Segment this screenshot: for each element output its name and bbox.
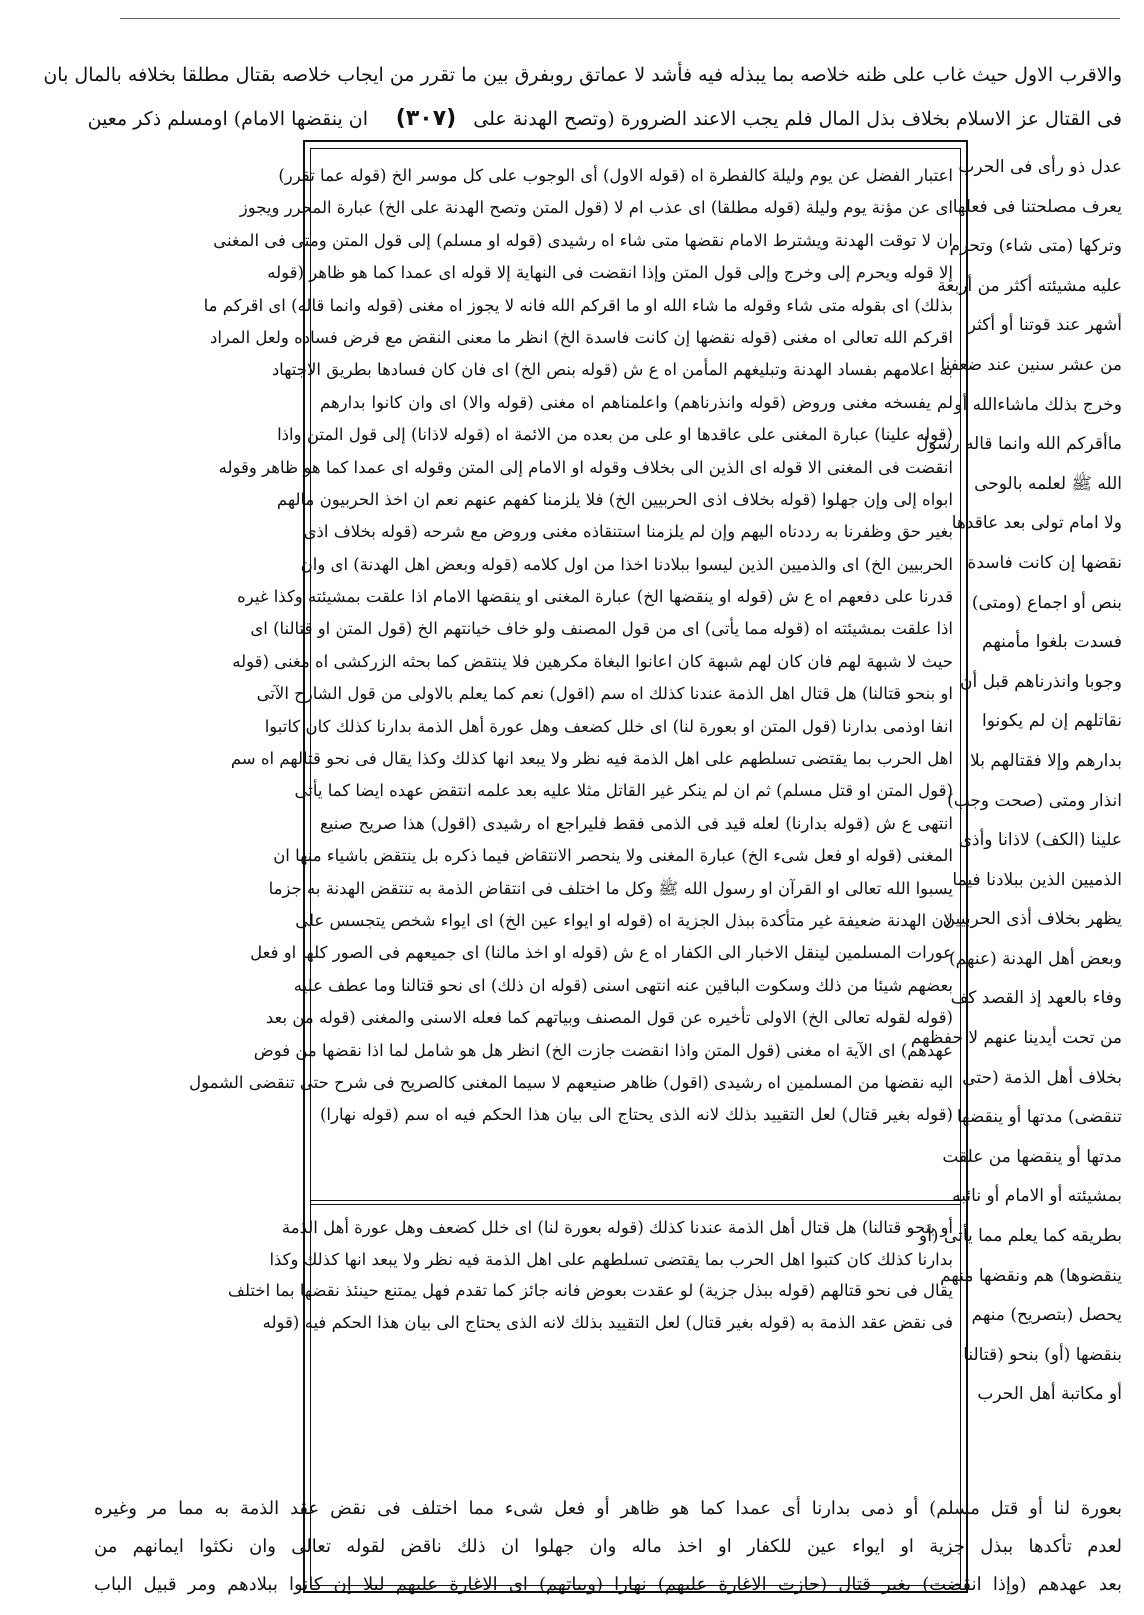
commentary-line: (قول المتن او قتل مسلم) ثم ان لم ينكر غير القاتل مثلا عليه بعد علمه انتقض عهده ايضا كما يأتى — [294, 781, 953, 801]
matn-line: الله ﷺ لعلمه بالوحى — [974, 473, 1122, 494]
secondary-commentary-line: بدارنا كذلك كان كتبوا اهل الحرب بما يقتضى تسلطهم على اهل الذمة فيه نظر ولا يبعد انها كذلك وكذا — [269, 1249, 953, 1269]
matn-line: انذار ومتى (صحت وجب) — [947, 790, 1122, 811]
commentary-secondary-text — [227, 1212, 953, 1338]
commentary-line: اعتبار الفضل عن يوم وليلة كالفطرة اه (قوله الاول) أى الوجوب على كل موسر الخ (قوله عما تقرر) — [278, 166, 953, 185]
matn-line: بمشيئته أو الامام أو نائبه — [952, 1186, 1122, 1207]
matn-line: وتركها (متى شاء) وتحرم — [949, 236, 1122, 257]
commentary-line: (قوله بغير قتال) لعل التقييد بذلك لانه الذى يحتاج الى بيان هذا الحكم فيه اه سم (قوله نهارا) — [320, 1105, 953, 1125]
commentary-line: عهدهم) اى الآية اه مغنى (قول المتن واذا انقضت جازت الخ) انظر هل هو شامل لما اذا نقضها من فوض — [253, 1040, 953, 1060]
header-row-right-text: فى القتال عز الاسلام بخلاف بذل المال فلم يجب الاعند الضرورة (وتصح الهدنة على — [473, 108, 1122, 130]
matn-line: فسدت بلغوا مأمنهم — [982, 632, 1122, 653]
box-divider-line — [310, 1200, 961, 1201]
matn-line: ماأقركم الله وانما قاله رسول — [915, 434, 1122, 455]
matn-line: يعرف مصلحتنا فى فعلها — [952, 196, 1122, 217]
commentary-line: المغنى (قوله او فعل شىء الخ) عبارة المغنى ولا ينحصر الانتقاض فيما ذكره بل ينتقض باشياء منها ان — [273, 846, 953, 866]
commentary-line: بغير حق وظفرنا به رددناه اليهم وإن لم يلزمنا استنقاذه مغنى وروض مع شرحه (قوله بخلاف اذى — [303, 522, 953, 542]
matn-line: من عشر سنين عند ضعفنا — [940, 354, 1122, 375]
commentary-line: الحربيين الخ) اى والذميين الذين ليسوا ببلادنا اخذا من اول كلامه (قوله وبعض اهل الهدنة) اى وان — [300, 554, 953, 574]
matn-line: ينقضوها) هم ونقضها منهم — [940, 1265, 1122, 1286]
matn-line: بنص أو اجماع (ومتى) — [971, 592, 1122, 613]
matn-line: وبعض أهل الهدنة (عنهم) — [949, 948, 1122, 969]
matn-line: نقاتلهم إن لم يكونوا — [982, 711, 1122, 732]
header-row — [87, 102, 1122, 136]
matn-line: بخلاف أهل الذمة (حتى — [962, 1067, 1122, 1088]
commentary-line: اليه نقضها من المسلمين اه رشيدى (اقول) ظاهر صنيعهم لا سيما المغنى كالصريح فى شرح حتى تنقضى الشمول — [189, 1072, 953, 1092]
commentary-line: عورات المسلمين لينقل الاخبار الى الكفار اه ع ش (قوله او اخذ مالنا) اى جميعهم فى الصور كلها او فعل — [250, 943, 953, 963]
commentary-line: حيث لا شبهة لهم فان كان لهم شبهة كان اعانوا البغاة مكرهين فلا ينتقض كما بحثه الزركشى اه مغنى (قوله — [232, 651, 953, 671]
top-rule — [120, 18, 1120, 19]
matn-line: يظهر بخلاف أذى الحربيين — [942, 909, 1122, 930]
commentary-line: لم يفسخه مغنى وروض (قوله وانذرناهم) واعلمناهم اه مغنى (قوله والا) اى وان كانوا بدارهم — [320, 392, 953, 412]
commentary-line: اذا علقت بمشيئته اه (قوله مما يأتى) اى من قول المصنف ولو خاف خيانتهم الخ (قول المتن او قتالنا) اى — [250, 619, 953, 639]
matn-line: أو مكاتبة أهل الحرب — [977, 1384, 1122, 1405]
matn-line: ولا امام تولى بعد عاقدها — [951, 513, 1122, 534]
matn-line: من تحت أيدينا عنهم لا حفظهم — [910, 1028, 1122, 1049]
commentary-line: إلا قوله ويحرم إلى وخرج وإلى قول المتن وإذا انقضت فى النهاية إلا قوله اى عمدا كما هو ظاهر (قوله — [267, 263, 953, 283]
box-divider-line-2 — [310, 1204, 961, 1205]
matn-line: بطريقه كما يعلم مما يأتى (أو — [919, 1226, 1122, 1247]
commentary-line: ان لا توقت الهدنة ويشترط الامام نقضها متى شاء اه رشيدى (قوله او مسلم) إلى قول المتن ومتى فى المغنى — [213, 230, 953, 250]
commentary-line: يسبوا الله تعالى او القرآن او رسول الله ﷺ وكل ما اختلف فى انتقاض الذمة به تنتقض الهدنة به جزما — [268, 878, 953, 898]
secondary-commentary-line: أو بنحو قتالنا) هل قتال أهل الذمة عندنا كذلك (قوله بعورة لنا) اى خلل كضعف وهل عورة أهل الذمة — [281, 1218, 953, 1237]
header-row-left-text: ان ينقضها الامام) اومسلم ذكر معين — [87, 108, 368, 130]
matn-line: وخرج بذلك ماشاءالله أو — [954, 394, 1122, 415]
commentary-line: (قوله علينا) عبارة المغنى على عاقدها او على من بعده من الائمة اه (قوله لاذانا) إلى قول المتن واذا — [277, 425, 953, 445]
page-number: (٣٠٧) — [395, 106, 457, 131]
commentary-line: بذلك) اى بقوله متى شاء وقوله ما شاء الله او ما اقركم الله فانه لا يجوز اه مغنى (قوله وانما قاله) اى اقركم ما — [203, 295, 953, 315]
commentary-line: بعضهم شيئا من ذلك وسكوت الباقين عنه انتهى اسنى (قوله ان ذلك) اى نحو قتالنا وما عطف عليه — [293, 975, 953, 995]
matn-line: بدارهم وإلا فقتالهم بلا — [970, 750, 1122, 771]
commentary-line: اقركم الله تعالى اه مغنى (قوله نقضها إن كانت فاسدة الخ) انظر ما معنى النقض مع فرض فساده ولعل المراد — [209, 327, 953, 347]
commentary-main-text — [189, 160, 953, 1132]
matn-line: بنقضها (أو) بنحو (قتالنا — [963, 1344, 1122, 1365]
commentary-line: ابواه إلى وإن جهلوا (قوله بخلاف اذى الحربيين الخ) فلا يلزمنا كفهم عنهم نعم ان اخذ الحربيون مالهم — [276, 489, 953, 509]
commentary-line: لان الهدنة ضعيفة غير متأكدة ببذل الجزية اه (قوله او ايواء عين الخ) اى ايواء شخص يتجسس على — [295, 910, 953, 930]
commentary-line: انفا اوذمى بدارنا (قول المتن او بعورة لنا) اى خلل كضعف وهل عورة أهل الذمة بدارنا كذلك كان كاتبوا — [264, 716, 953, 736]
commentary-line: قدرنا على دفعهم اه ع ش (قوله او ينقضها الخ) عبارة المغنى او ينقضها الامام اذا علقت بمشيئته وكذا غيره — [237, 587, 953, 607]
commentary-line: به اعلامهم بفساد الهدنة وتبليغهم المأمن اه ع ش (قوله بنص الخ) اى فان كان فسادها بطريق الاجتهاد — [271, 360, 953, 380]
matn-line: عدل ذو رأى فى الحرب — [958, 157, 1122, 177]
matn-line: عليه مشيئته أكثر من أربعة — [937, 275, 1122, 296]
commentary-line: انتهى ع ش (قوله بدارنا) لعله قيد فى الذمى فقط فليراجع اه رشيدى (اقول) هذا صريح صنيع — [320, 813, 953, 833]
footer-line: بعد عهدهم (وإذا انقضت) بغير قتال (جازت الاغارة عليهم) نهارا (وبياتهم) اى الاغارة عليهم ليلا إن كانوا ببلادهم ومر قبيل الباب — [94, 1574, 1122, 1595]
secondary-commentary-line: فى نقض عقد الذمة به (قوله بغير قتال) لعل التقييد بذلك لانه الذى يحتاج الى بيان هذا الحكم فيه (قوله — [262, 1312, 953, 1332]
matn-line: وفاء بالعهد إذ القصد كف — [950, 988, 1122, 1009]
footer-line: بعورة لنا أو قتل مسلم) أو ذمى بدارنا أى عمدا كما هو ظاهر أو فعل شىء مما اختلف فى نقض عقد الذمة به مما مر وغيره — [94, 1498, 1122, 1519]
commentary-line: او بنحو قتالنا) هل قتال اهل الذمة عندنا كذلك اه سم (اقول) نعم كما يعلم بالاولى من قول الشارح الآتى — [256, 684, 953, 704]
matn-line: الذميين الذين ببلادنا فيما — [952, 869, 1122, 890]
commentary-line: اهل الحرب بما يقتضى تسلطهم على اهل الذمة فيه نظر ولا يبعد انها كذلك وكذا يقال فى نحو قتالهم اه سم — [230, 749, 953, 769]
matn-line: يحصل (بتصريح) منهم — [971, 1305, 1122, 1326]
matn-column — [910, 148, 1122, 1415]
matn-line: مدتها أو ينقضها من علقت — [942, 1146, 1122, 1167]
commentary-line: انقضت فى المغنى الا قوله اى الذين الى بخلاف وقوله او الامام إلى المتن وقوله اى عمدا كما هو ظاهر وقوله — [218, 457, 953, 477]
footer-line: لعدم تأكدها ببذل جزية او ايواء عين للكفار او اخذ ماله وان جهلوا ان ذلك ناقض لقوله تعالى وان نكثوا ايمانهم من — [94, 1536, 1122, 1557]
secondary-commentary-line: يقال فى نحو قتالهم (قوله ببذل جزية) لو عقدت بعوض فانه جائز كما تقدم فهل يمتنع حينئذ نقضها بما اختلف — [227, 1281, 953, 1300]
matn-line: علينا (الكف) لاذانا وأذى — [958, 830, 1122, 851]
matn-line: وجوبا وانذرناهم قبل أن — [960, 671, 1122, 692]
matn-line: أشهر عند قوتنا أو أكثر — [967, 315, 1122, 336]
commentary-line: (قوله لقوله تعالى الخ) الاولى تأخيره عن قول المصنف وبياتهم كما فعله الاسنى والمغنى (قوله من بعد — [265, 1008, 953, 1028]
matn-line: نقضها إن كانت فاسدة — [967, 552, 1122, 573]
commentary-line: اى عن مؤنة يوم وليلة (قوله مطلقا) اى عذب ام لا (قول المتن وتصح الهدنة على الخ) عبارة المحرر ويجوز — [239, 198, 953, 218]
matn-line: تنقضى) مدتها أو ينقضها — [956, 1107, 1122, 1128]
header-line: والاقرب الاول حيث غاب على ظنه خلاصه بما يبذله فيه فأشد لا عماتق روبفرق بين ما تقرر من ايجاب خلاصه بقتال مطلقا بخلافه بالمال بان — [43, 64, 1122, 86]
